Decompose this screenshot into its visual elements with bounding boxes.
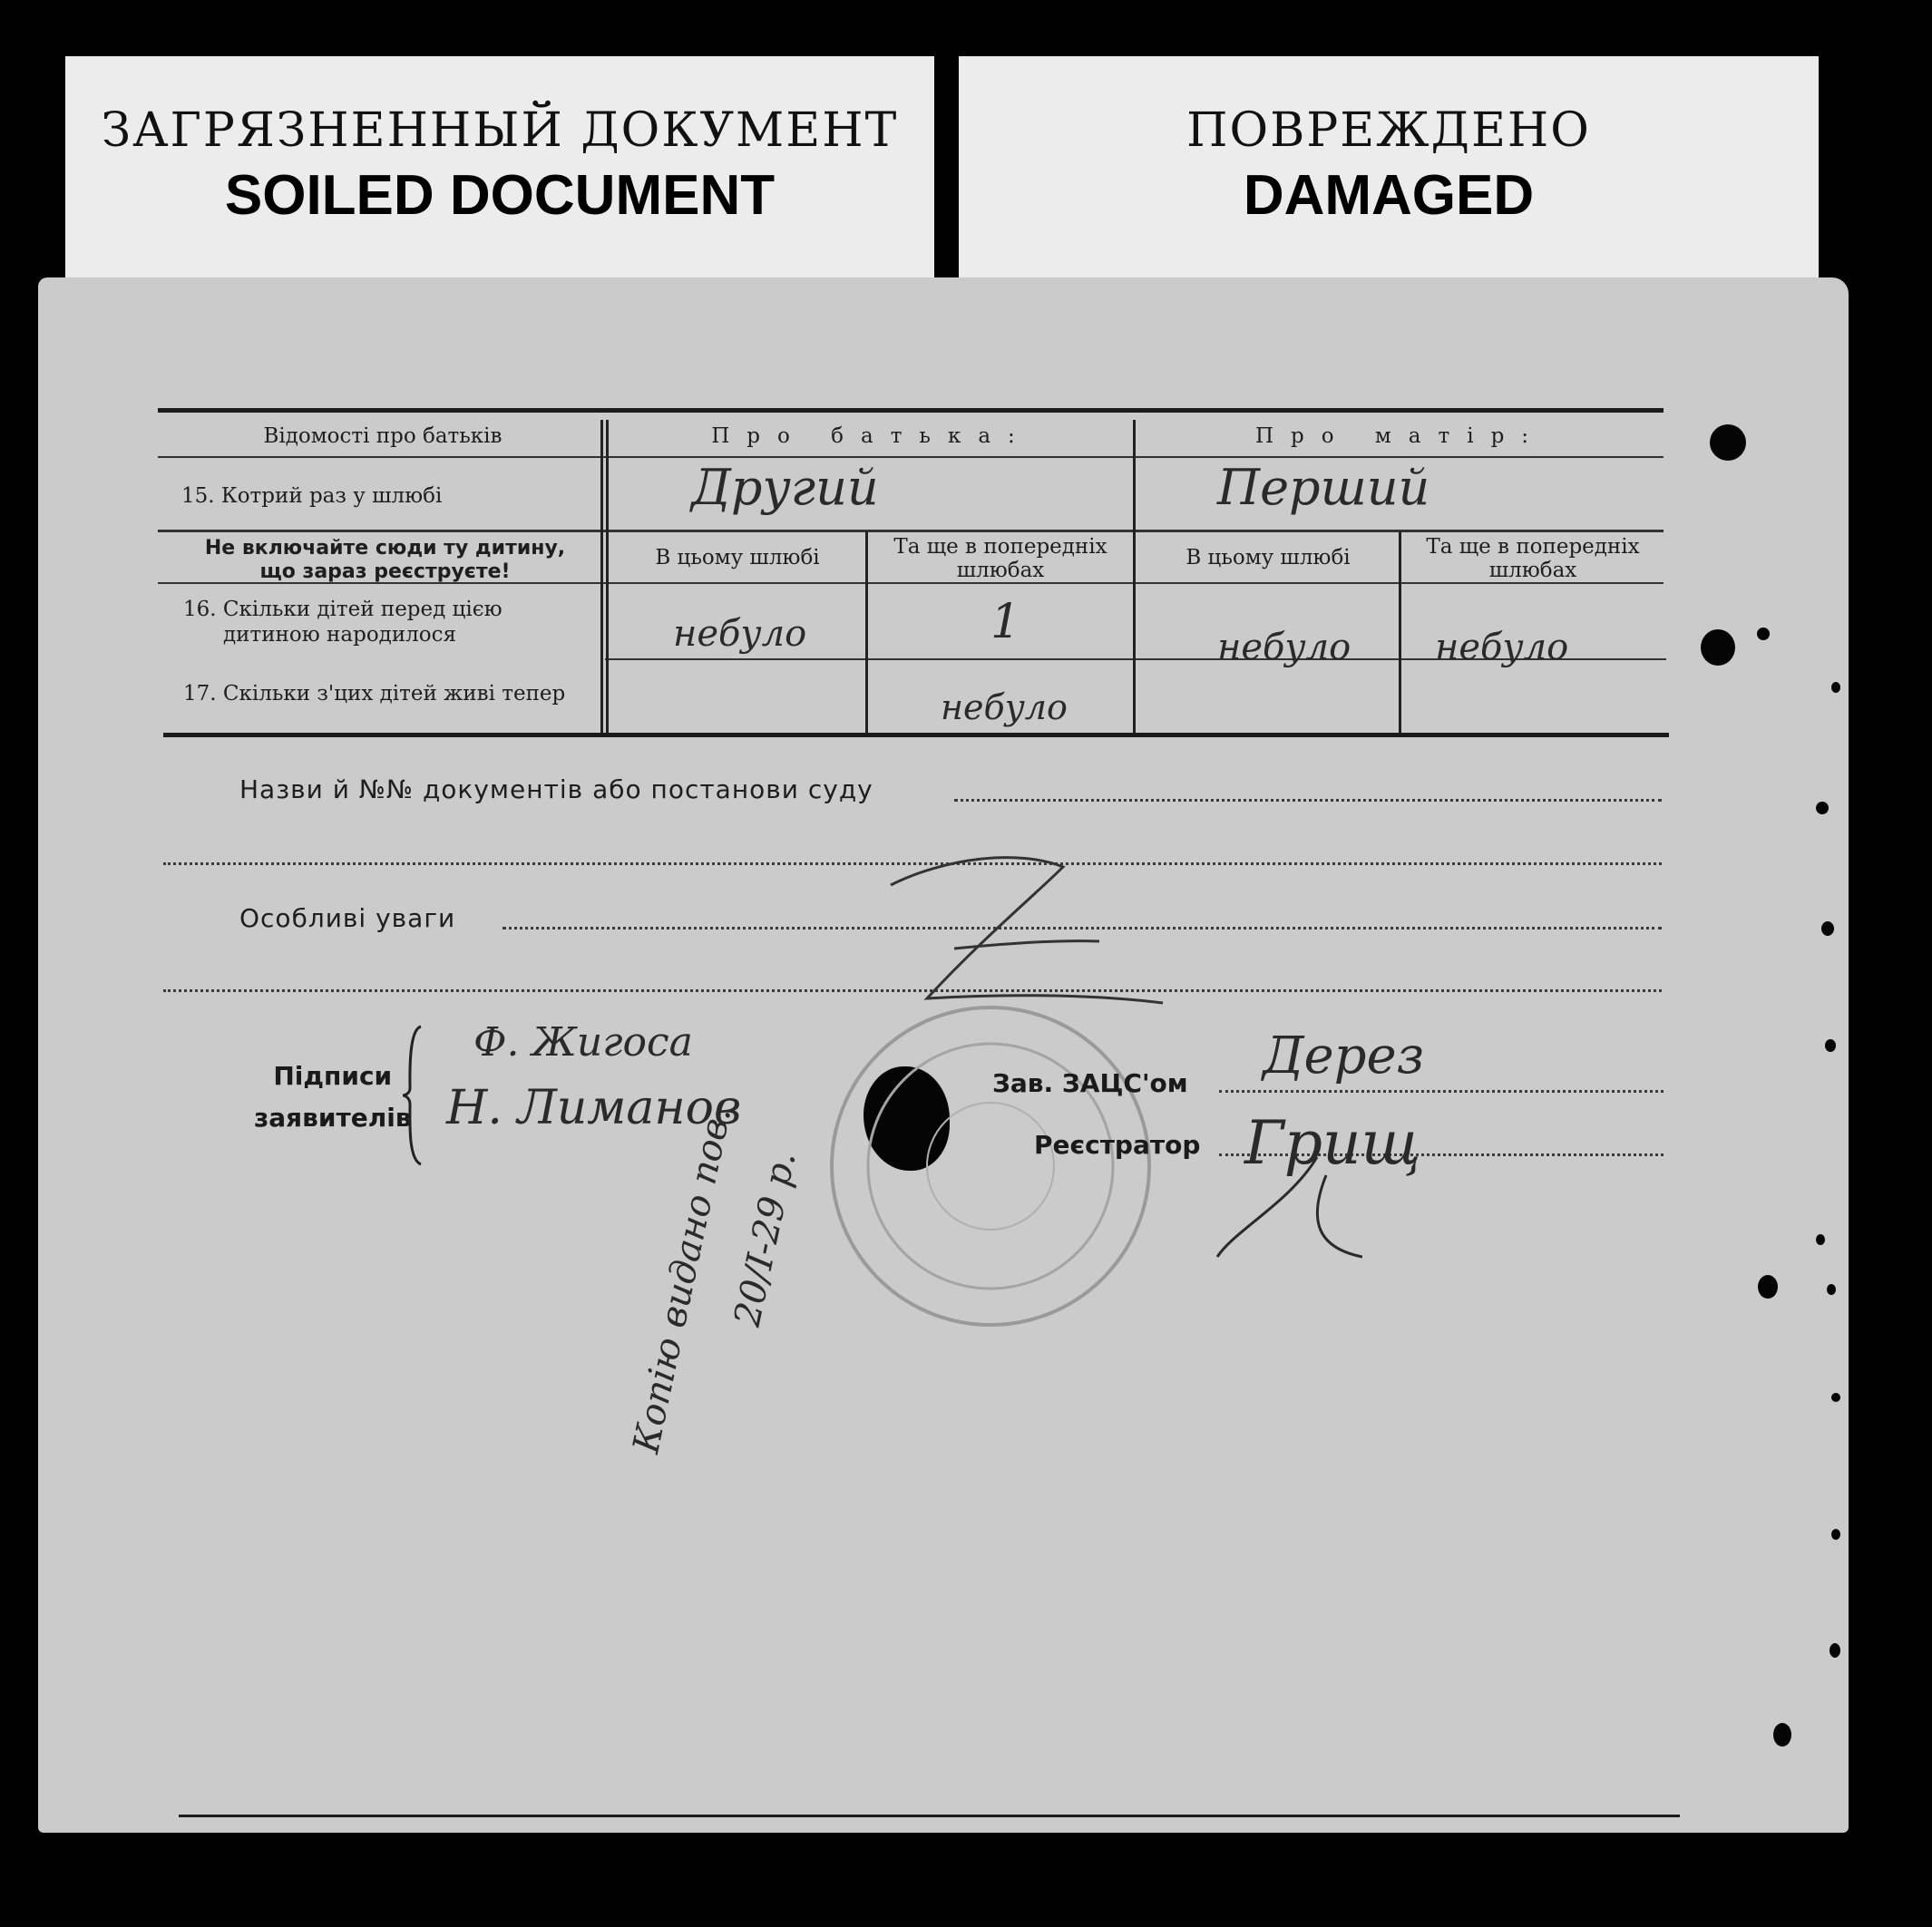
row16-father-this-marriage: небуло <box>673 613 807 655</box>
head-registry-label: Зав. ЗАЦС'ом <box>992 1068 1188 1098</box>
header-parents-info: Відомості про батьків <box>263 424 503 448</box>
head-registry-line <box>1219 1090 1664 1093</box>
row16-father-previous-marriages: 1 <box>990 595 1021 649</box>
punch-hole <box>1831 1393 1840 1402</box>
punch-hole <box>1831 682 1840 693</box>
applicant-signature-1: Ф. Жигоса <box>473 1019 693 1066</box>
punch-hole <box>1710 424 1746 461</box>
row16-label-line2: дитиною народилося <box>223 623 457 647</box>
row17-label: 17. Скільки з'цих дітей живі тепер <box>183 682 566 706</box>
row15-father-value: Другий <box>691 459 879 516</box>
registrar-label: Реєстратор <box>1034 1130 1201 1160</box>
punch-hole <box>1816 1234 1825 1245</box>
damaged-document-label <box>959 56 1819 281</box>
bottom-rule <box>179 1815 1680 1817</box>
punch-hole <box>1821 921 1834 936</box>
registrar-signature: Грищ <box>1244 1108 1421 1178</box>
strike-mark <box>836 785 1199 1021</box>
subheader-mother-prev-line1: Та ще в попередніх <box>1426 535 1640 559</box>
subheader-mother-prev-line2: шлюбах <box>1488 559 1577 582</box>
soiled-label-ru: ЗАГРЯЗНЕННЫЙ ДОКУМЕНТ <box>101 103 899 158</box>
soiled-label-en: SOILED DOCUMENT <box>224 164 776 227</box>
punch-hole <box>1831 1529 1840 1540</box>
official-stamp <box>818 994 1163 1338</box>
margin-note-line2: 20/I-29 р. <box>726 1147 805 1330</box>
subheader-father-prev-line2: шлюбах <box>956 559 1045 582</box>
row17-father-previous-marriages: небуло <box>941 687 1068 727</box>
row16-mother-previous-marriages: небуло <box>1435 627 1569 668</box>
soiled-document-label <box>65 56 934 281</box>
subheader-father-previous-marriages <box>868 535 1133 582</box>
table-hline <box>158 456 1664 458</box>
punch-hole <box>1825 1039 1836 1052</box>
registrar-signature-flourish <box>1181 1148 1362 1275</box>
damaged-label-ru: ПОВРЕЖДЕНО <box>1186 103 1591 158</box>
subheader-father-this-marriage: В цьому шлюбі <box>655 546 820 569</box>
exclusion-note-line1: Не включайте сюди ту дитину, <box>204 537 566 560</box>
row15-mother-value: Перший <box>1217 459 1430 516</box>
row16-mother-this-marriage: небуло <box>1217 627 1351 668</box>
table-top-rule <box>158 408 1664 413</box>
margin-note <box>238 833 865 1474</box>
row16-label <box>183 597 503 647</box>
remarks-label: Особливі уваги <box>239 903 456 933</box>
row15-label: 15. Котрий раз у шлюбі <box>181 484 443 508</box>
row16-label-line1: 16. Скільки дітей перед цією <box>183 598 503 621</box>
damaged-label-en: DAMAGED <box>1243 164 1535 227</box>
subheader-father-prev-line1: Та ще в попередніх <box>893 535 1107 559</box>
punch-hole <box>1758 1275 1778 1299</box>
table-hline <box>158 530 1664 532</box>
header-about-mother: Про матір: <box>1254 424 1547 448</box>
punch-hole <box>1757 628 1770 640</box>
header-about-father: Про батька: <box>711 424 1032 448</box>
table-vline <box>606 420 609 733</box>
punch-hole <box>1816 802 1829 814</box>
documents-label: Назви й №№ документів або постанови суду <box>239 774 873 804</box>
signatures-label-line2: заявителів <box>254 1103 412 1133</box>
punch-hole <box>1830 1643 1840 1658</box>
head-registry-signature: Дерез <box>1263 1027 1425 1085</box>
punch-hole <box>1773 1723 1791 1747</box>
subheader-mother-this-marriage: В цьому шлюбі <box>1186 546 1351 569</box>
subheader-mother-previous-marriages <box>1401 535 1664 582</box>
signatures-label-line1: Підписи <box>273 1061 393 1091</box>
margin-note-line1: Копію видано пов. <box>625 1103 740 1457</box>
punch-hole <box>1827 1284 1836 1295</box>
punch-hole <box>1701 629 1735 666</box>
table-vline <box>600 420 603 733</box>
exclusion-note-line2: що зараз реєструєте! <box>259 560 511 583</box>
table-bottom-rule <box>163 733 1669 737</box>
document-page <box>38 277 1849 1833</box>
table-vline <box>1133 420 1136 733</box>
exclusion-note <box>174 537 596 584</box>
applicant-signature-2: Н. Лиманов <box>446 1081 742 1135</box>
